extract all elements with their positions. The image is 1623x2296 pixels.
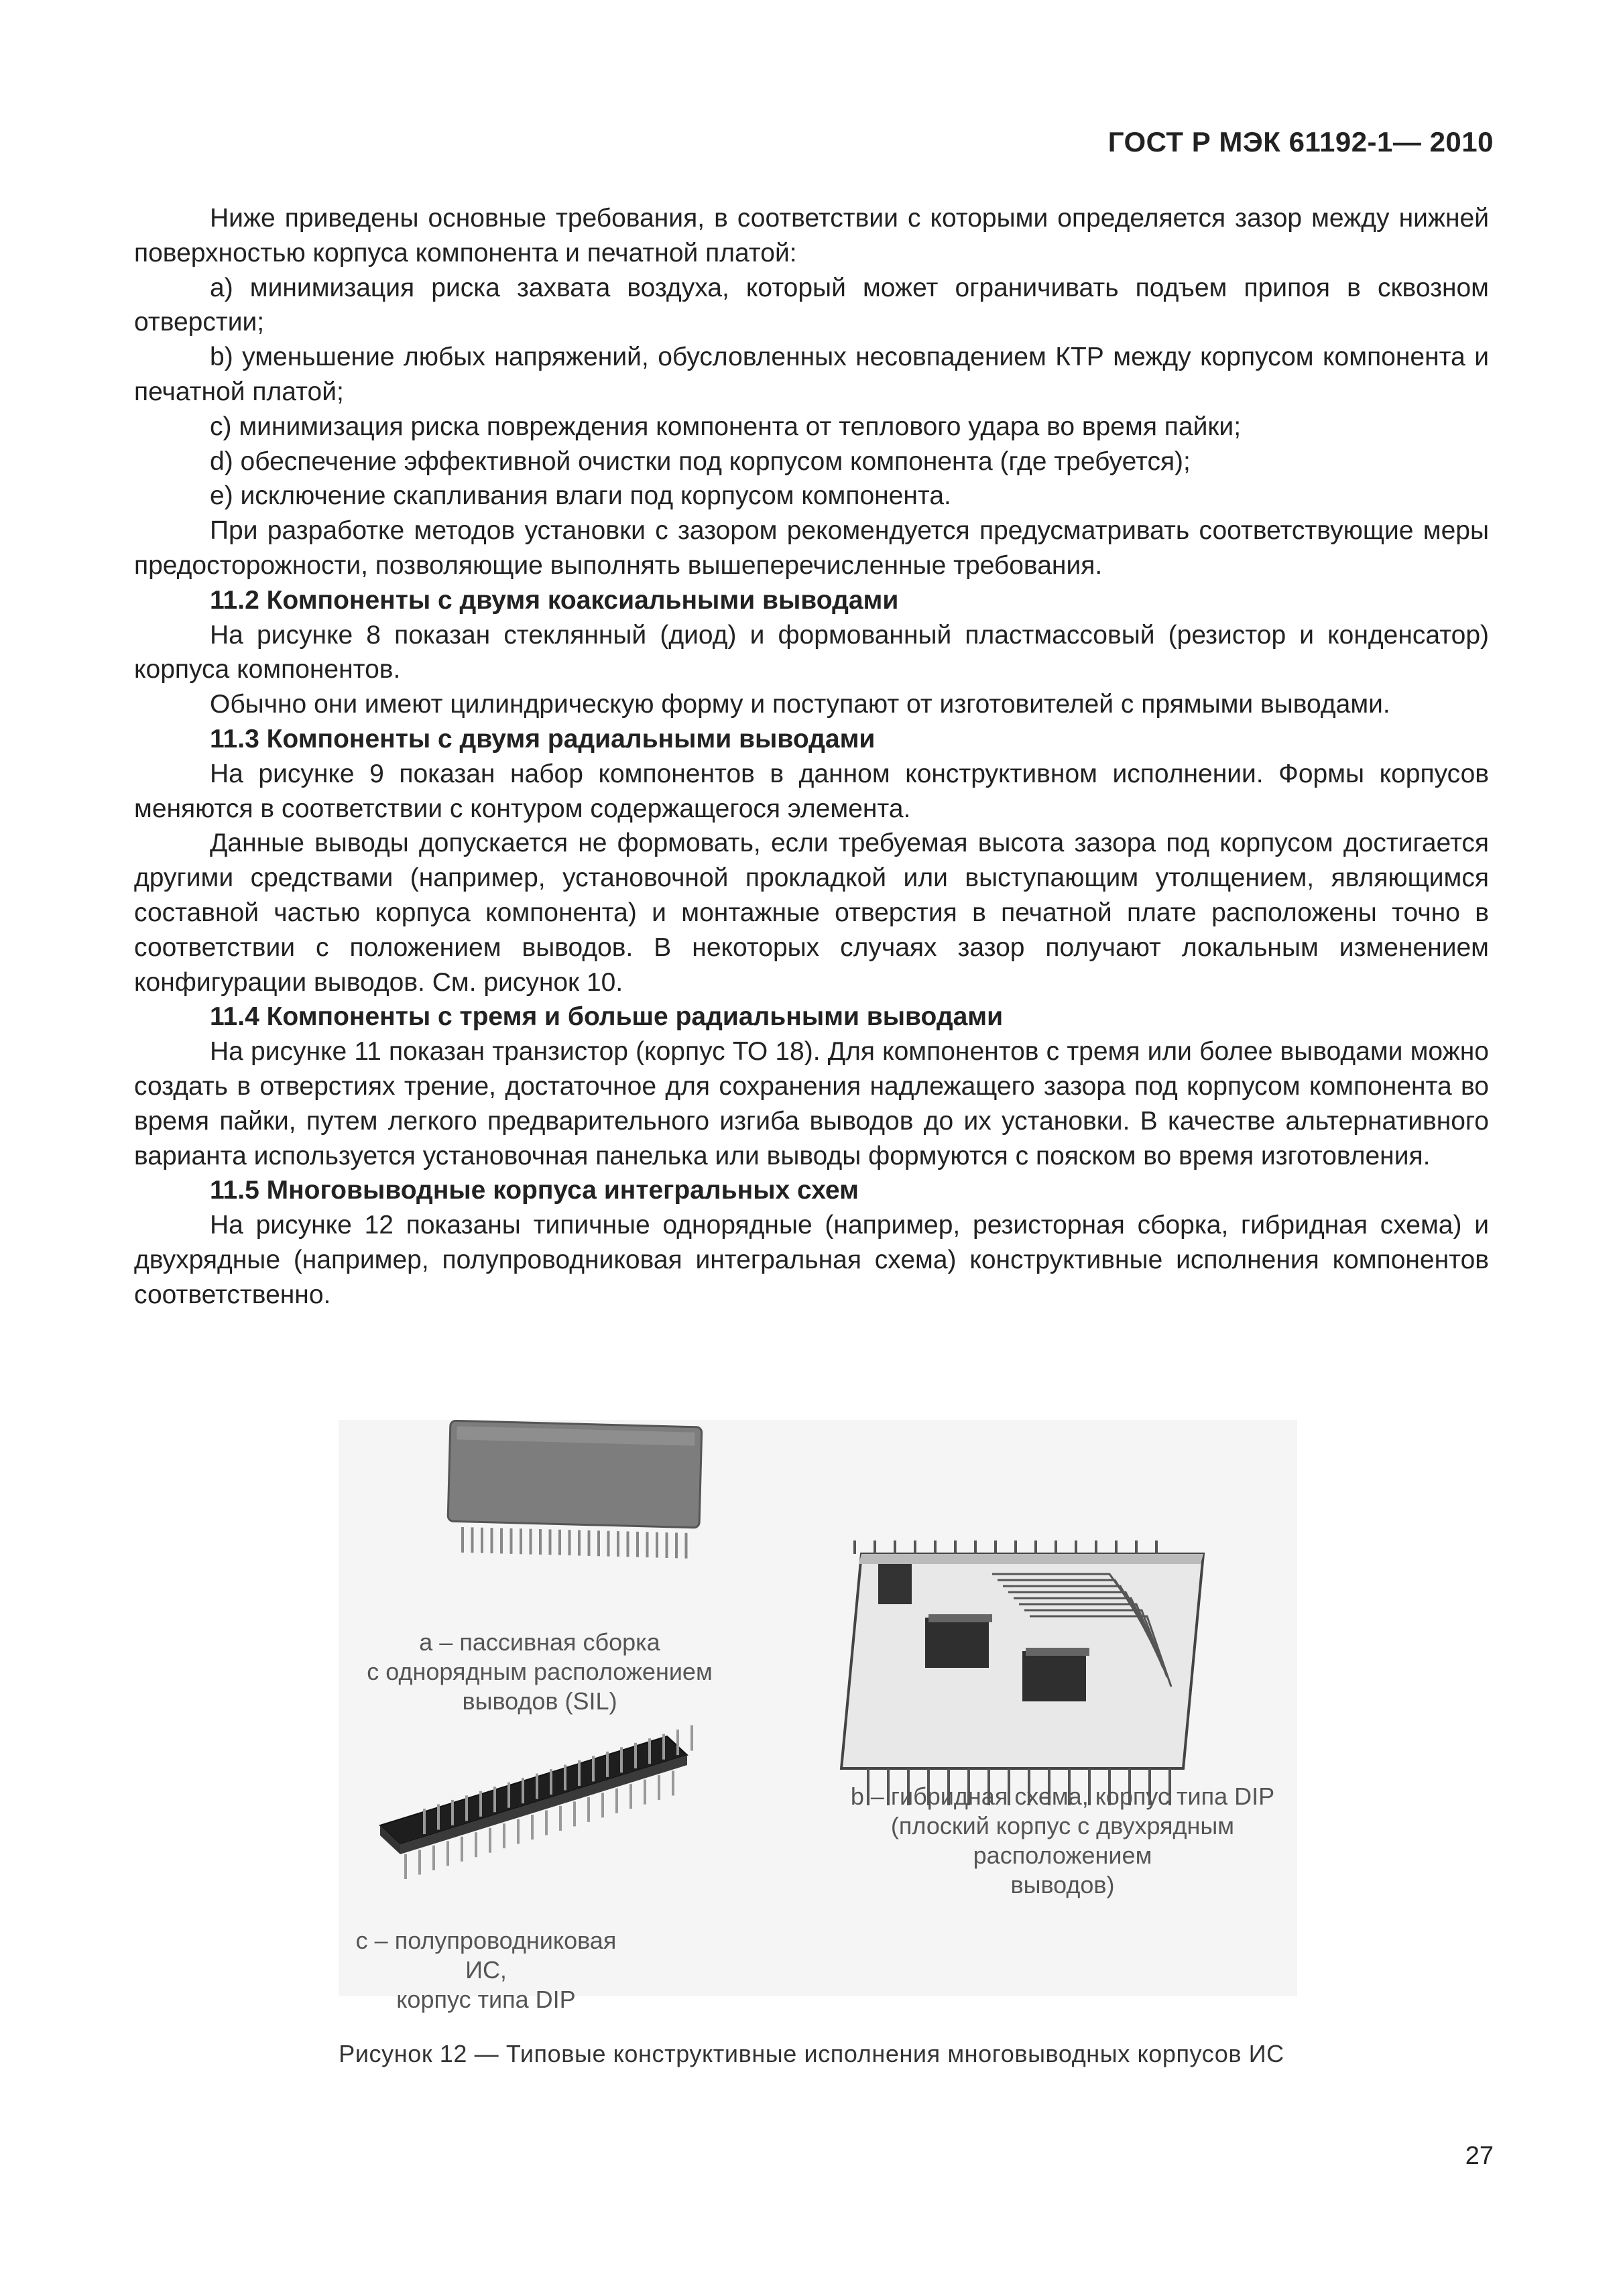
hybrid-dip-image [841, 1540, 1203, 1805]
label-c-line: c – полупроводниковая ИС, [355, 1927, 617, 1984]
figure-label-a [339, 1628, 741, 1716]
paragraph: c) минимизация риска повреждения компонента от теплового удара во время пайки; [210, 412, 1242, 441]
paragraph: b) уменьшение любых напряжений, обусловленных несовпадением КТР между корпусом компонента и печатной платой; [134, 343, 1489, 406]
paragraph: На рисунке 12 показаны типичные однорядные (например, резисторная сборка, гибридная схема) и двухрядные (например, полупроводниковая интегральная схема) конструктивные исполнения компонентов соответственно. [134, 1211, 1489, 1309]
dip-ic-image [380, 1726, 692, 1879]
paragraph: При разработке методов установки с зазором рекомендуется предусматривать соответствующие меры предосторожности, позволяющие выполнять вышеперечисленные требования. [134, 516, 1489, 580]
section-heading: 11.3 Компоненты с двумя радиальными выводами [210, 724, 876, 753]
page-number: 27 [1465, 2142, 1494, 2170]
paragraph: Обычно они имеют цилиндрическую форму и поступают от изготовителей с прямыми выводами. [210, 690, 1390, 719]
paragraph: Данные выводы допускается не формовать, если требуемая высота зазора под корпусом достигается другими средствами (например, установочной прокладкой или выступающим утолщением, являющимся составной частью корпуса компонента) и монтажные отверстия в печатной плате расположены точно в соответствии с положением выводов. В некоторых случаях зазор получают локальным изменением конфигурации выводов. См. рисунок 10. [134, 829, 1489, 997]
paragraph: На рисунке 9 показан набор компонентов в данном конструктивном исполнении. Формы корпусов меняются в соответствии с контуром содержащегося элемента. [134, 759, 1489, 823]
section-heading: 11.2 Компоненты с двумя коаксиальными выводами [210, 585, 899, 615]
figure-label-b [801, 1782, 1324, 1900]
label-b-line: выводов) [1010, 1871, 1115, 1898]
label-b-line: b – гибридная схема, корпус типа DIP [850, 1783, 1275, 1810]
label-a-line: a – пассивная сборка [419, 1628, 660, 1656]
label-b-line: (плоский корпус с двухрядным расположением [890, 1812, 1235, 1869]
paragraph: На рисунке 11 показан транзистор (корпус ТО 18). Для компонентов с тремя или более выводами можно создать в отверстиях трение, достаточное для сохранения надлежащего зазора под корпусом компонента во время пайки, путем легкого предварительного изгиба выводов до их установки. В качестве альтернативного варианта используется установочная панелька или выводы формуются с пояском во время изготовления. [134, 1037, 1489, 1170]
paragraph: d) обеспечение эффективной очистки под корпусом компонента (где требуется); [210, 446, 1191, 476]
section-heading: 11.5 Многовыводные корпуса интегральных схем [210, 1176, 859, 1205]
figure-caption: Рисунок 12 — Типовые конструктивные исполнения многовыводных корпусов ИС [339, 2040, 1284, 2067]
label-a-line: с однорядным расположением [367, 1658, 713, 1685]
section-heading: 11.4 Компоненты с тремя и больше радиальными выводами [210, 1002, 1004, 1032]
body-text [134, 201, 1489, 1313]
figure-12 [339, 1420, 1297, 2013]
paragraph: e) исключение скапливания влаги под корпусом компонента. [210, 481, 951, 511]
sil-package-image [448, 1421, 702, 1559]
paragraph: a) минимизация риска захвата воздуха, который может ограничивать подъем припоя в сквозном отверстии; [134, 273, 1489, 337]
paragraph: На рисунке 8 показан стеклянный (диод) и формованный пластмассовый (резистор и конденсатор) корпуса компонентов. [134, 620, 1489, 684]
figure-label-c [339, 1926, 634, 2014]
document-header: ГОСТ Р МЭК 61192-1— 2010 [1107, 126, 1494, 158]
paragraph: Ниже приведены основные требования, в соответствии с которыми определяется зазор между нижней поверхностью корпуса компонента и печатной платой: [134, 204, 1489, 267]
label-a-line: выводов (SIL) [462, 1687, 617, 1715]
label-c-line: корпус типа DIP [396, 1986, 576, 2013]
